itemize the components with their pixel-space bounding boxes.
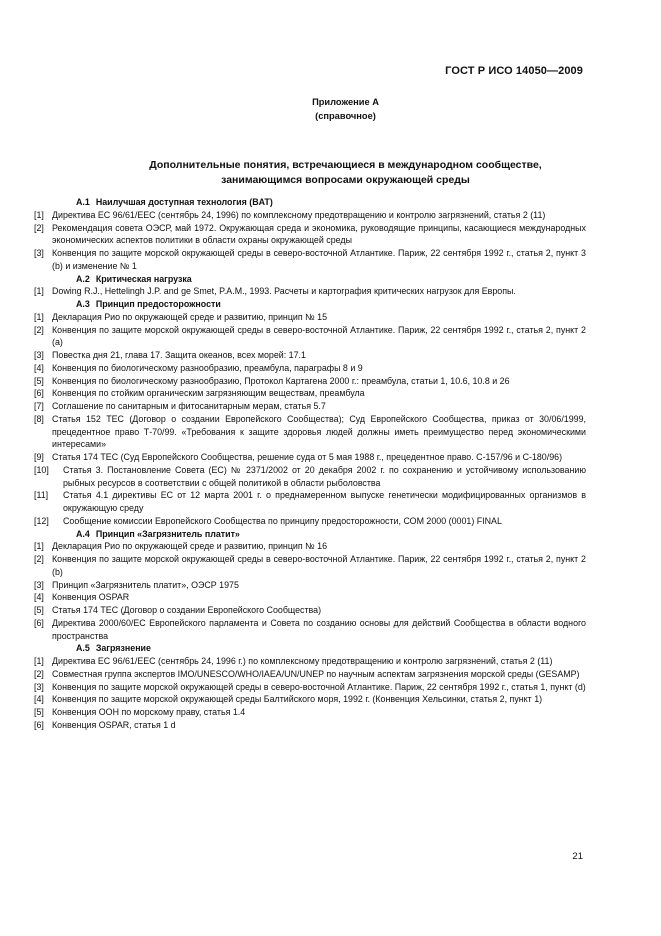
reference-text: Конвенция по стойким органическим загрязняющим веществам, преамбула <box>52 388 365 399</box>
reference-entry <box>34 285 586 298</box>
main-title-line-1: Дополнительные понятия, встречающиеся в международном сообществе, <box>149 159 542 171</box>
reference-text: Конвенция по биологическому разнообразию, Протокол Картагена 2000 г.: преамбула, статьи 1, 10.6, 10.8 и 26 <box>52 375 510 386</box>
reference-number: [6] <box>34 617 44 628</box>
section-title: Принцип предосторожности <box>95 299 221 309</box>
appendix-subtitle: (справочное) <box>315 111 376 121</box>
reference-number: [5] <box>34 605 44 615</box>
section-number: A.3 <box>76 299 90 309</box>
reference-entry <box>34 591 586 604</box>
reference-number: [3] <box>34 350 44 360</box>
main-title-line-2: занимающимся вопросами окружающей среды <box>221 174 470 186</box>
reference-text: Статья 152 ТЕС (Договор о создании Европейского Сообщества); Суд Европейского Сообщества, приказ от 30/06/1999, прецедентное право Т-70/99. «Требования к защите здоровья людей должны иметь преимущество перед экономическими интересами» <box>52 413 586 450</box>
reference-text: Конвенция по защите морской окружающей среды Балтийского моря, 1992 г. (Конвенция Хельсинки, статья 2, пункт 1) <box>52 694 543 705</box>
reference-number: [1] <box>34 311 44 322</box>
reference-text: Конвенция OSPAR <box>52 592 130 603</box>
reference-text: Конвенция ООН по морскому праву, статья 1.4 <box>52 707 246 717</box>
appendix-title: Приложение А <box>312 97 379 107</box>
section-title: Загрязнение <box>95 643 151 654</box>
reference-number: [6] <box>34 388 44 399</box>
reference-entry <box>34 413 586 451</box>
reference-number: [1] <box>34 656 44 666</box>
reference-number: [5] <box>34 707 44 717</box>
reference-entry <box>34 515 586 528</box>
reference-number: [2] <box>34 324 44 335</box>
reference-entry <box>34 464 586 490</box>
reference-text: Конвенция по защите морской окружающей среды в северо-восточной Атлантике. Париж, 22 сентября 1992 г., статья 2, пункт 2 (b) <box>52 554 586 577</box>
reference-text: Статья 3. Постановление Совета (ЕС) № 2371/2002 от 20 декабря 2002 г. по сохранению и устойчивому использованию рыбных ресурсов в соответствии с общей политикой в области рыболовства <box>63 464 586 488</box>
reference-number: [4] <box>34 694 44 705</box>
reference-number: [1] <box>34 286 44 297</box>
reference-entry <box>34 451 586 464</box>
reference-list <box>34 196 586 732</box>
reference-text: Конвенция по защите морской окружающей среды в северо-восточной Атлантике. Париж, 22 сентября 1992 г., статья 1, пункт (d) <box>52 681 586 692</box>
reference-entry <box>34 540 586 553</box>
reference-number: [1] <box>34 209 44 220</box>
reference-entry <box>34 553 586 579</box>
reference-number: [4] <box>34 362 44 373</box>
reference-number: [3] <box>34 248 44 258</box>
reference-entry <box>34 311 586 324</box>
reference-number: [8] <box>34 413 44 424</box>
section-number: A.4 <box>76 528 90 539</box>
reference-text: Dowing R.J., Hettelingh J.P. and ge Smet, P.A.M., 1993. Расчеты и картография критических нагрузок для Европы. <box>52 286 516 297</box>
reference-entry <box>34 222 586 248</box>
reference-number: [1] <box>34 541 44 552</box>
main-title <box>0 158 661 188</box>
reference-text: Конвенция по биологическому разнообразию, преамбула, параграфы 8 и 9 <box>52 362 363 373</box>
section-heading <box>76 196 586 209</box>
reference-entry <box>34 655 586 668</box>
reference-entry <box>34 247 586 273</box>
reference-entry <box>34 579 586 592</box>
section-title: Принцип «Загрязнитель платит» <box>95 528 240 539</box>
reference-entry <box>34 209 586 222</box>
reference-text: Повестка дня 21, глава 17. Защита океанов, всех морей: 17.1 <box>52 350 306 360</box>
reference-entry <box>34 375 586 388</box>
section-heading <box>76 528 586 541</box>
reference-entry <box>34 693 586 706</box>
reference-text: Декларация Рио по окружающей среде и развитию, принцип № 15 <box>52 311 328 322</box>
reference-number: [11] <box>34 490 49 501</box>
section-number: A.1 <box>76 197 90 207</box>
document-code: ГОСТ Р ИСО 14050—2009 <box>445 65 583 77</box>
reference-number: [7] <box>34 401 44 411</box>
section-heading <box>76 642 586 655</box>
section-heading <box>76 273 586 286</box>
reference-entry <box>34 362 586 375</box>
reference-entry <box>34 349 586 362</box>
reference-text: Рекомендация совета ОЭСР, май 1972. Окружающая среда и экономика, руководящие принципы, касающиеся международных экономических аспектов политики в области охраны окружающей среды <box>52 222 586 246</box>
reference-number: [6] <box>34 719 44 730</box>
reference-text: Статья 4.1 директивы ЕС от 12 марта 2001 г. о преднамеренном выпуске генетически модифицированных организмов в окружающую среду <box>63 490 586 513</box>
reference-text: Принцип «Загрязнитель платит», ОЭСР 1975 <box>52 579 239 590</box>
appendix-heading <box>0 95 661 123</box>
reference-text: Сообщение комиссии Европейского Сообщества по принципу предосторожности, СОМ 2000 (0001) FINAL <box>63 515 502 526</box>
section-title: Наилучшая доступная технология (BAT) <box>95 197 273 207</box>
reference-number: [9] <box>34 452 44 462</box>
section-heading <box>76 298 586 311</box>
reference-entry <box>34 617 586 643</box>
reference-number: [2] <box>34 668 44 679</box>
reference-entry <box>34 400 586 413</box>
reference-number: [12] <box>34 515 49 526</box>
reference-number: [3] <box>34 579 44 590</box>
reference-text: Конвенция по защите морской окружающей среды в северо-восточной Атлантике. Париж, 22 сентября 1992 г., статья 2, пункт 3 (b) и изменение № 1 <box>52 248 586 271</box>
reference-number: [3] <box>34 681 44 692</box>
reference-text: Директива ЕС 96/61/EEC (сентябрь 24, 1996 г.) по комплексному предотвращению и контролю загрязнений, статья 2 (11) <box>52 656 553 666</box>
reference-number: [2] <box>34 222 44 233</box>
reference-entry <box>34 489 586 515</box>
reference-text: Статья 174 ТЕС (Договор о создании Европейского Сообщества) <box>52 605 322 615</box>
reference-entry <box>34 324 586 350</box>
reference-entry <box>34 668 586 681</box>
reference-entry <box>34 387 586 400</box>
reference-text: Конвенция OSPAR, статья 1 d <box>52 719 176 730</box>
reference-text: Декларация Рио по окружающей среде и развитию, принцип № 16 <box>52 541 328 552</box>
reference-text: Статья 174 ТЕС (Суд Европейского Сообщества, решение суда от 5 мая 1988 г., прецедентное право. С-157/96 и С-180/96) <box>52 452 563 462</box>
section-number: A.5 <box>76 643 90 654</box>
reference-number: [2] <box>34 554 44 564</box>
reference-text: Конвенция по защите морской окружающей среды в северо-восточной Атлантике. Париж, 22 сентября 1992 г., статья 2, пункт 2 (а) <box>52 324 586 348</box>
reference-entry <box>34 681 586 694</box>
reference-entry <box>34 706 586 719</box>
reference-text: Соглашение по санитарным и фитосанитарным мерам, статья 5.7 <box>52 401 326 411</box>
reference-entry <box>34 604 586 617</box>
section-number: A.2 <box>76 273 90 284</box>
reference-text: Директива ЕС 96/61/EEC (сентябрь 24, 1996) по комплексному предотвращению и контролю загрязнений, статья 2 (11) <box>52 209 546 220</box>
reference-text: Совместная группа экспертов IMO/UNESCO/WHO/IAEA/UN/UNEP по научным аспектам загрязнения морской среды (GESAMP) <box>52 668 580 679</box>
reference-number: [4] <box>34 592 44 603</box>
page-number: 21 <box>572 851 583 862</box>
section-title: Критическая нагрузка <box>95 273 192 284</box>
reference-number: [10] <box>34 464 49 475</box>
reference-number: [5] <box>34 375 44 386</box>
reference-text: Директива 2000/60/ЕС Европейского парламента и Совета по созданию основы для действий Сообщества в области водного пространства <box>52 617 586 641</box>
reference-entry <box>34 719 586 732</box>
